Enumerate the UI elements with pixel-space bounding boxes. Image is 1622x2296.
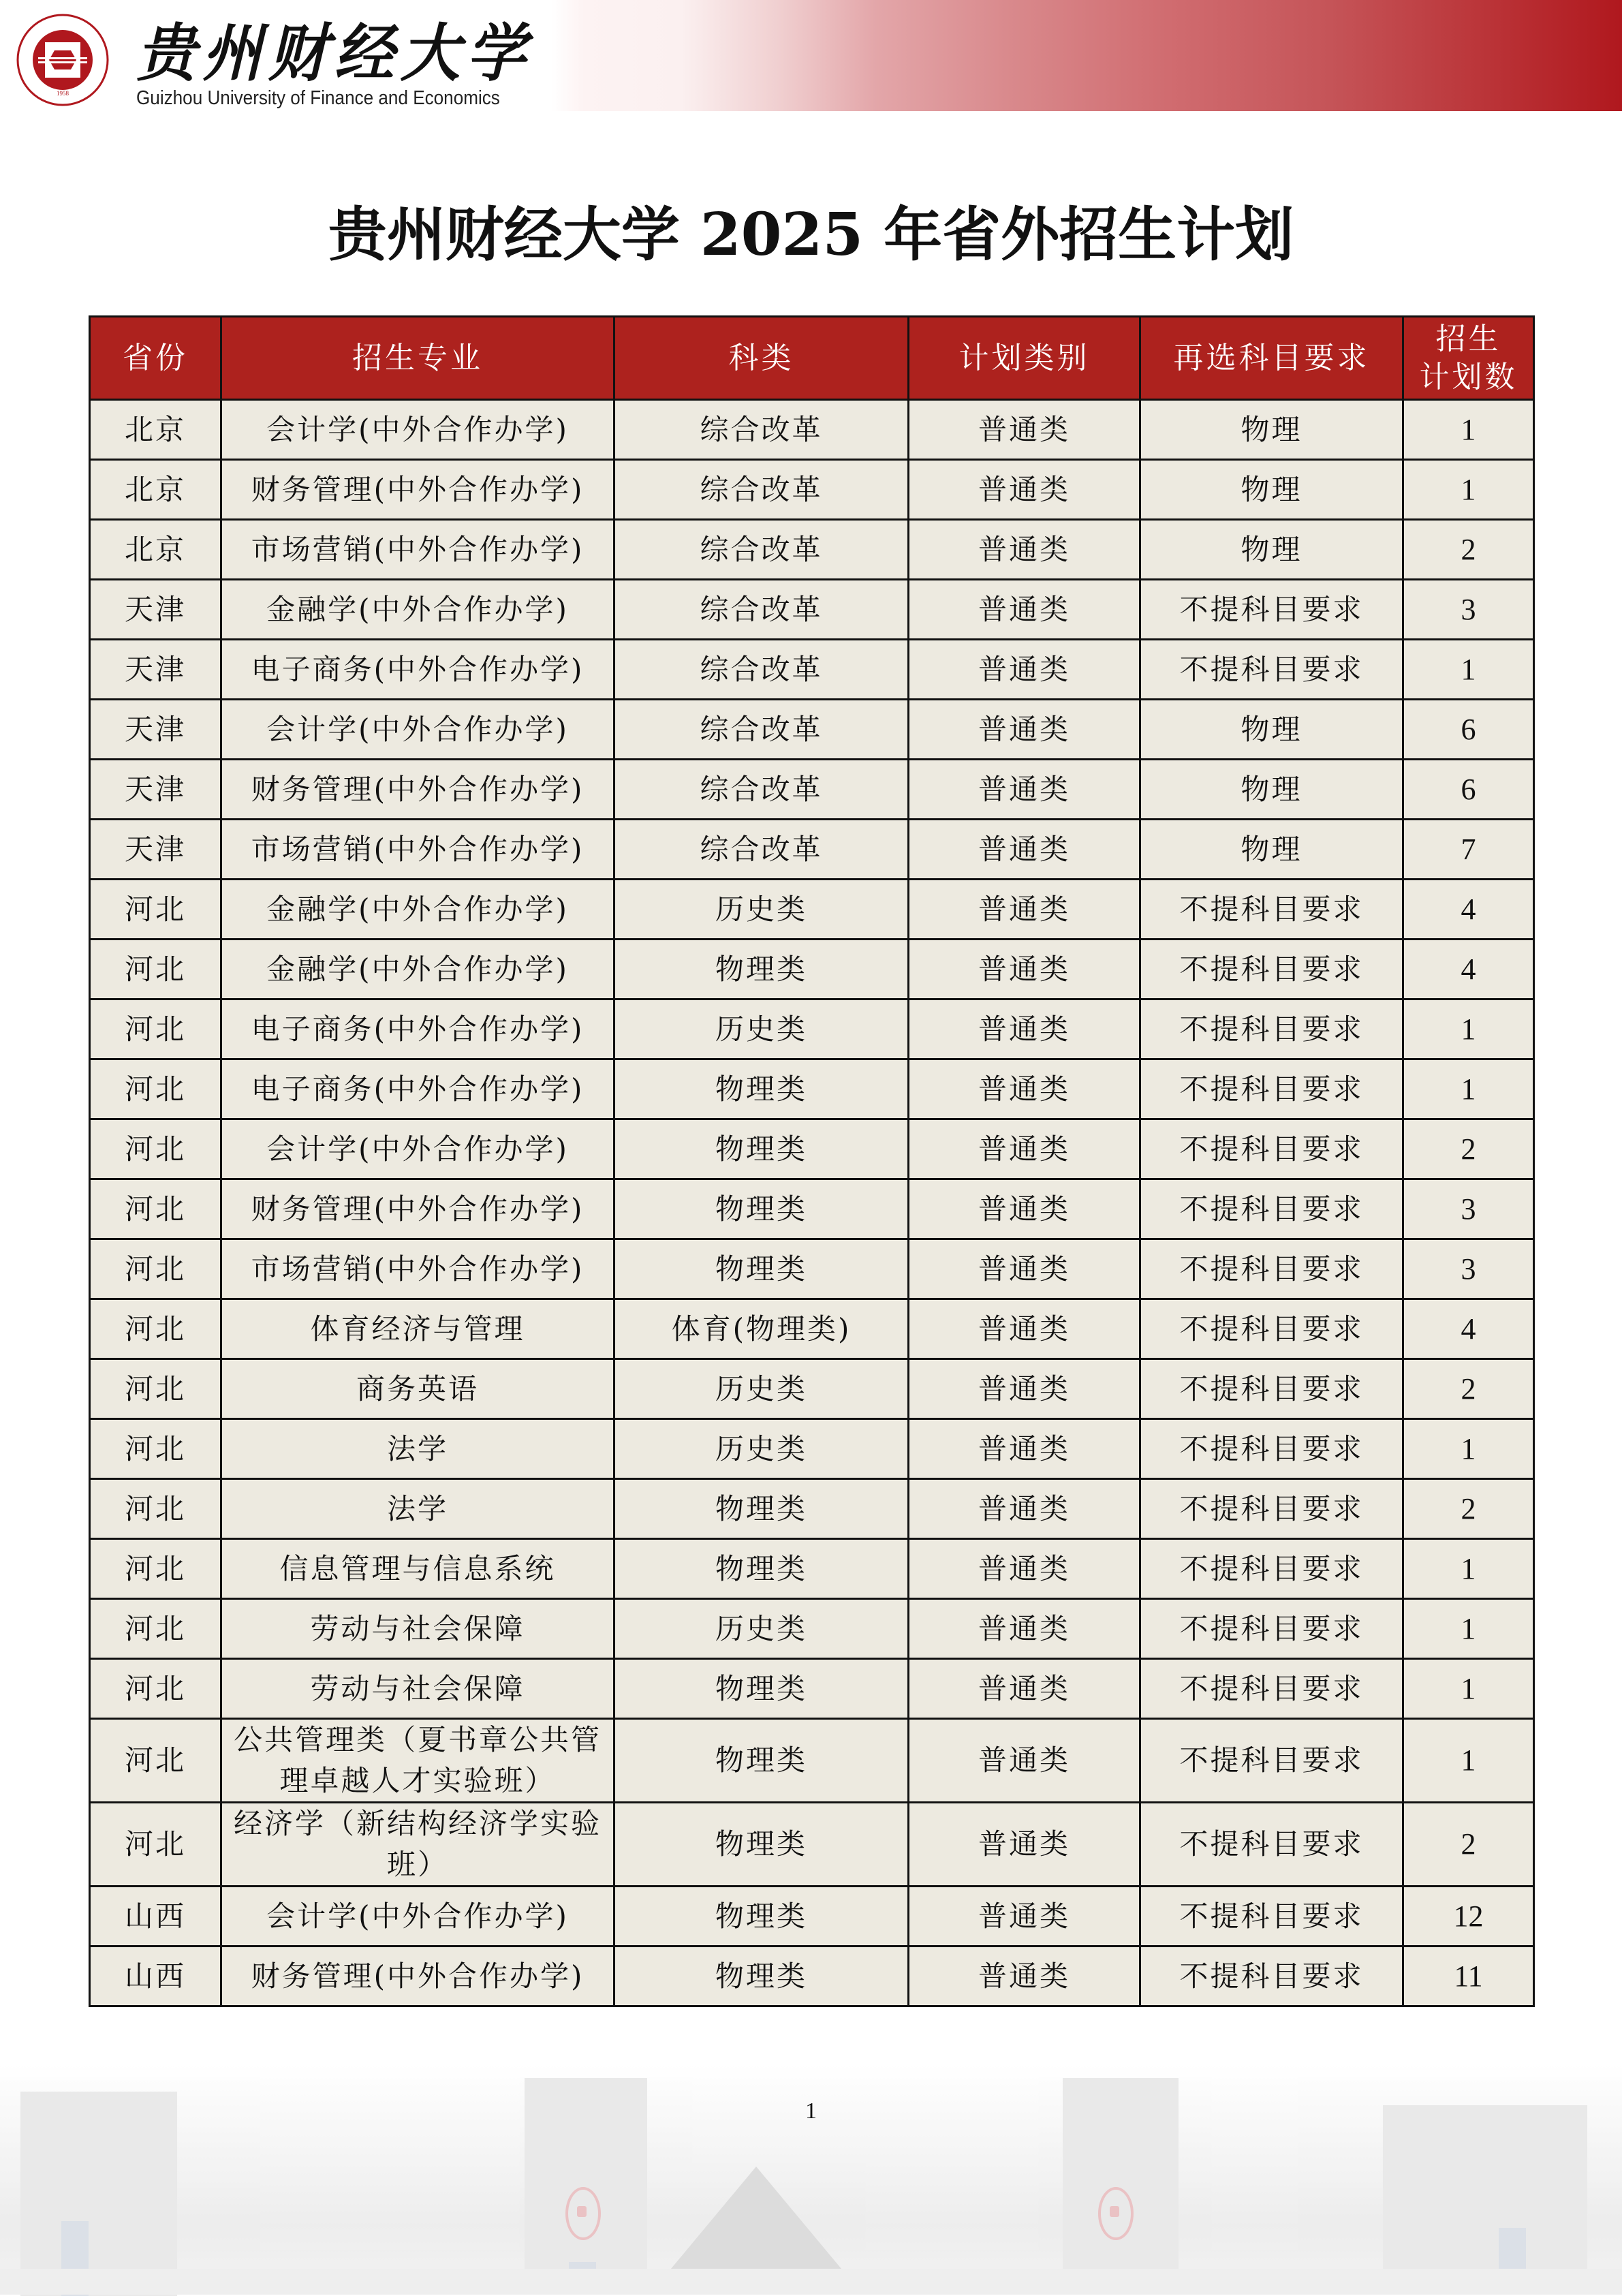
cell-subject-requirement: 不提科目要求 xyxy=(1140,1059,1403,1119)
cell-category: 物理类 xyxy=(614,1887,909,1946)
cell-quota: 4 xyxy=(1403,1299,1534,1359)
cell-subject-requirement: 不提科目要求 xyxy=(1140,1539,1403,1599)
cell-plan-type: 普通类 xyxy=(909,1059,1140,1119)
cell-province: 河北 xyxy=(90,940,221,999)
cell-major: 法学 xyxy=(221,1419,614,1479)
cell-major: 市场营销(中外合作办学) xyxy=(221,520,614,580)
cell-major: 财务管理(中外合作办学) xyxy=(221,1179,614,1239)
page-number: 1 xyxy=(805,2098,817,2124)
cell-category: 物理类 xyxy=(614,1946,909,2006)
cell-subject-requirement: 不提科目要求 xyxy=(1140,1659,1403,1719)
cell-subject-requirement: 不提科目要求 xyxy=(1140,1887,1403,1946)
cell-province: 河北 xyxy=(90,1239,221,1299)
university-emblem-icon xyxy=(15,12,110,108)
cell-plan-type: 普通类 xyxy=(909,1119,1140,1179)
cell-major: 会计学(中外合作办学) xyxy=(221,400,614,460)
cell-category: 物理类 xyxy=(614,1119,909,1179)
cell-quota: 1 xyxy=(1403,1599,1534,1659)
cell-province: 河北 xyxy=(90,1599,221,1659)
cell-major: 会计学(中外合作办学) xyxy=(221,1119,614,1179)
cell-province: 北京 xyxy=(90,520,221,580)
quota-header-line1: 招生 xyxy=(1435,321,1501,356)
cell-category: 历史类 xyxy=(614,880,909,940)
table-row xyxy=(90,940,1534,999)
cell-category: 综合改革 xyxy=(614,580,909,640)
cell-plan-type: 普通类 xyxy=(909,1419,1140,1479)
cell-province: 天津 xyxy=(90,580,221,640)
cell-plan-type: 普通类 xyxy=(909,640,1140,700)
cell-category: 历史类 xyxy=(614,1419,909,1479)
cell-subject-requirement: 不提科目要求 xyxy=(1140,1299,1403,1359)
cell-major: 经济学（新结构经济学实验班） xyxy=(221,1803,614,1887)
cell-plan-type: 普通类 xyxy=(909,1719,1140,1803)
page-title: 贵州财经大学 2025 年省外招生计划 xyxy=(328,200,1294,269)
cell-subject-requirement: 不提科目要求 xyxy=(1140,999,1403,1059)
table-row xyxy=(90,580,1534,640)
table-row xyxy=(90,640,1534,700)
cell-plan-type: 普通类 xyxy=(909,1803,1140,1887)
cell-subject-requirement: 不提科目要求 xyxy=(1140,1479,1403,1539)
cell-quota: 11 xyxy=(1403,1946,1534,2006)
table-row xyxy=(90,1179,1534,1239)
cell-subject-requirement: 不提科目要求 xyxy=(1140,1359,1403,1419)
table-row xyxy=(90,1299,1534,1359)
cell-plan-type: 普通类 xyxy=(909,880,1140,940)
cell-subject-requirement: 不提科目要求 xyxy=(1140,640,1403,700)
cell-subject-requirement: 不提科目要求 xyxy=(1140,880,1403,940)
cell-category: 综合改革 xyxy=(614,460,909,520)
cell-category: 物理类 xyxy=(614,1659,909,1719)
cell-plan-type: 普通类 xyxy=(909,1299,1140,1359)
cell-subject-requirement: 不提科目要求 xyxy=(1140,1599,1403,1659)
cell-quota: 1 xyxy=(1403,460,1534,520)
cell-subject-requirement: 不提科目要求 xyxy=(1140,1239,1403,1299)
cell-plan-type: 普通类 xyxy=(909,820,1140,880)
cell-category: 物理类 xyxy=(614,1179,909,1239)
cell-quota: 1 xyxy=(1403,1539,1534,1599)
cell-major: 电子商务(中外合作办学) xyxy=(221,1059,614,1119)
table-row xyxy=(90,1239,1534,1299)
cell-category: 物理类 xyxy=(614,1239,909,1299)
cell-major: 财务管理(中外合作办学) xyxy=(221,760,614,820)
table-row xyxy=(90,1059,1534,1119)
cell-category: 物理类 xyxy=(614,1719,909,1803)
cell-major: 会计学(中外合作办学) xyxy=(221,700,614,760)
cell-major: 市场营销(中外合作办学) xyxy=(221,820,614,880)
table-row xyxy=(90,1359,1534,1419)
cell-subject-requirement: 物理 xyxy=(1140,520,1403,580)
column-header-major: 招生专业 xyxy=(221,317,614,400)
cell-province: 河北 xyxy=(90,1059,221,1119)
cell-quota: 6 xyxy=(1403,700,1534,760)
cell-province: 河北 xyxy=(90,999,221,1059)
cell-plan-type: 普通类 xyxy=(909,1359,1140,1419)
cell-quota: 2 xyxy=(1403,1479,1534,1539)
cell-province: 天津 xyxy=(90,820,221,880)
cell-quota: 1 xyxy=(1403,1419,1534,1479)
cell-quota: 1 xyxy=(1403,640,1534,700)
column-header-plan-type: 计划类别 xyxy=(909,317,1140,400)
cell-plan-type: 普通类 xyxy=(909,460,1140,520)
cell-province: 河北 xyxy=(90,1359,221,1419)
cell-quota: 3 xyxy=(1403,1179,1534,1239)
cell-province: 河北 xyxy=(90,1119,221,1179)
cell-subject-requirement: 不提科目要求 xyxy=(1140,940,1403,999)
table-row xyxy=(90,820,1534,880)
cell-quota: 1 xyxy=(1403,999,1534,1059)
cell-category: 物理类 xyxy=(614,1479,909,1539)
cell-major: 法学 xyxy=(221,1479,614,1539)
cell-category: 综合改革 xyxy=(614,700,909,760)
cell-category: 综合改革 xyxy=(614,400,909,460)
cell-quota: 2 xyxy=(1403,1803,1534,1887)
cell-quota: 4 xyxy=(1403,940,1534,999)
table-row xyxy=(90,520,1534,580)
cell-subject-requirement: 物理 xyxy=(1140,400,1403,460)
cell-major: 电子商务(中外合作办学) xyxy=(221,999,614,1059)
emblem-icon xyxy=(1098,2187,1134,2240)
admission-plan-table xyxy=(89,315,1535,2007)
table-row xyxy=(90,1419,1534,1479)
cell-category: 物理类 xyxy=(614,1059,909,1119)
cell-province: 天津 xyxy=(90,760,221,820)
cell-quota: 3 xyxy=(1403,580,1534,640)
cell-category: 历史类 xyxy=(614,1599,909,1659)
cell-major: 财务管理(中外合作办学) xyxy=(221,1946,614,2006)
cell-major: 金融学(中外合作办学) xyxy=(221,880,614,940)
cell-plan-type: 普通类 xyxy=(909,1479,1140,1539)
cell-category: 历史类 xyxy=(614,999,909,1059)
table-row xyxy=(90,1719,1534,1803)
cell-quota: 1 xyxy=(1403,1659,1534,1719)
cell-category: 综合改革 xyxy=(614,640,909,700)
cell-major: 金融学(中外合作办学) xyxy=(221,580,614,640)
cell-subject-requirement: 物理 xyxy=(1140,700,1403,760)
cell-major: 会计学(中外合作办学) xyxy=(221,1887,614,1946)
cell-subject-requirement: 不提科目要求 xyxy=(1140,580,1403,640)
cell-plan-type: 普通类 xyxy=(909,1179,1140,1239)
cell-major: 金融学(中外合作办学) xyxy=(221,940,614,999)
cell-subject-requirement: 不提科目要求 xyxy=(1140,1419,1403,1479)
cell-category: 物理类 xyxy=(614,1539,909,1599)
cell-province: 河北 xyxy=(90,1803,221,1887)
cell-quota: 1 xyxy=(1403,400,1534,460)
cell-plan-type: 普通类 xyxy=(909,760,1140,820)
cell-province: 山西 xyxy=(90,1887,221,1946)
cell-subject-requirement: 不提科目要求 xyxy=(1140,1719,1403,1803)
cell-major: 市场营销(中外合作办学) xyxy=(221,1239,614,1299)
column-header-quota xyxy=(1403,317,1534,400)
cell-plan-type: 普通类 xyxy=(909,1539,1140,1599)
cell-subject-requirement: 不提科目要求 xyxy=(1140,1946,1403,2006)
cell-category: 体育(物理类) xyxy=(614,1299,909,1359)
table-row xyxy=(90,1479,1534,1539)
table-row xyxy=(90,880,1534,940)
cell-province: 北京 xyxy=(90,400,221,460)
column-header-province: 省份 xyxy=(90,317,221,400)
table-row xyxy=(90,760,1534,820)
cell-subject-requirement: 物理 xyxy=(1140,460,1403,520)
brand-name-english: Guizhou University of Finance and Economics xyxy=(136,87,500,109)
cell-quota: 3 xyxy=(1403,1239,1534,1299)
cell-province: 北京 xyxy=(90,460,221,520)
svg-text:1958: 1958 xyxy=(57,90,69,97)
cell-quota: 12 xyxy=(1403,1887,1534,1946)
emblem-icon xyxy=(565,2187,601,2240)
cell-plan-type: 普通类 xyxy=(909,1946,1140,2006)
table-row xyxy=(90,1659,1534,1719)
cell-subject-requirement: 物理 xyxy=(1140,820,1403,880)
cell-quota: 7 xyxy=(1403,820,1534,880)
table-row xyxy=(90,1539,1534,1599)
column-header-category: 科类 xyxy=(614,317,909,400)
cell-major: 体育经济与管理 xyxy=(221,1299,614,1359)
cell-province: 山西 xyxy=(90,1946,221,2006)
cell-plan-type: 普通类 xyxy=(909,1887,1140,1946)
cell-category: 综合改革 xyxy=(614,520,909,580)
table-row xyxy=(90,1887,1534,1946)
brand-name-chinese: 贵州财经大学 xyxy=(136,16,533,90)
cell-province: 河北 xyxy=(90,1299,221,1359)
cell-quota: 2 xyxy=(1403,1119,1534,1179)
cell-major: 商务英语 xyxy=(221,1359,614,1419)
cell-subject-requirement: 不提科目要求 xyxy=(1140,1803,1403,1887)
cell-quota: 2 xyxy=(1403,520,1534,580)
cell-plan-type: 普通类 xyxy=(909,940,1140,999)
cell-major: 电子商务(中外合作办学) xyxy=(221,640,614,700)
cell-quota: 6 xyxy=(1403,760,1534,820)
table-row xyxy=(90,1599,1534,1659)
cell-quota: 2 xyxy=(1403,1359,1534,1419)
cell-plan-type: 普通类 xyxy=(909,520,1140,580)
cell-plan-type: 普通类 xyxy=(909,400,1140,460)
table-body xyxy=(90,400,1534,2006)
cell-category: 历史类 xyxy=(614,1359,909,1419)
cell-province: 河北 xyxy=(90,1479,221,1539)
cell-plan-type: 普通类 xyxy=(909,1599,1140,1659)
cell-category: 物理类 xyxy=(614,940,909,999)
cell-plan-type: 普通类 xyxy=(909,999,1140,1059)
cell-major: 劳动与社会保障 xyxy=(221,1659,614,1719)
cell-quota: 1 xyxy=(1403,1059,1534,1119)
cell-subject-requirement: 不提科目要求 xyxy=(1140,1179,1403,1239)
table-header-row xyxy=(90,317,1534,400)
cell-quota: 1 xyxy=(1403,1719,1534,1803)
cell-province: 河北 xyxy=(90,1719,221,1803)
cell-plan-type: 普通类 xyxy=(909,580,1140,640)
cell-plan-type: 普通类 xyxy=(909,700,1140,760)
cell-province: 河北 xyxy=(90,1539,221,1599)
cell-category: 综合改革 xyxy=(614,820,909,880)
cell-category: 综合改革 xyxy=(614,760,909,820)
table-row xyxy=(90,1946,1534,2006)
cell-quota: 4 xyxy=(1403,880,1534,940)
cell-category: 物理类 xyxy=(614,1803,909,1887)
table-row xyxy=(90,460,1534,520)
cell-province: 天津 xyxy=(90,700,221,760)
cell-major: 财务管理(中外合作办学) xyxy=(221,460,614,520)
cell-major: 公共管理类（夏书章公共管理卓越人才实验班） xyxy=(221,1719,614,1803)
cell-subject-requirement: 物理 xyxy=(1140,760,1403,820)
cell-major: 信息管理与信息系统 xyxy=(221,1539,614,1599)
cell-province: 河北 xyxy=(90,880,221,940)
quota-header-line2: 计划数 xyxy=(1419,359,1518,394)
cell-major: 劳动与社会保障 xyxy=(221,1599,614,1659)
table-row xyxy=(90,400,1534,460)
cell-province: 河北 xyxy=(90,1419,221,1479)
table-row xyxy=(90,999,1534,1059)
column-header-subject-requirement: 再选科目要求 xyxy=(1140,317,1403,400)
table-row xyxy=(90,700,1534,760)
cell-province: 河北 xyxy=(90,1659,221,1719)
cell-subject-requirement: 不提科目要求 xyxy=(1140,1119,1403,1179)
cell-province: 天津 xyxy=(90,640,221,700)
cell-plan-type: 普通类 xyxy=(909,1239,1140,1299)
table-row xyxy=(90,1803,1534,1887)
cell-plan-type: 普通类 xyxy=(909,1659,1140,1719)
table-row xyxy=(90,1119,1534,1179)
cell-province: 河北 xyxy=(90,1179,221,1239)
